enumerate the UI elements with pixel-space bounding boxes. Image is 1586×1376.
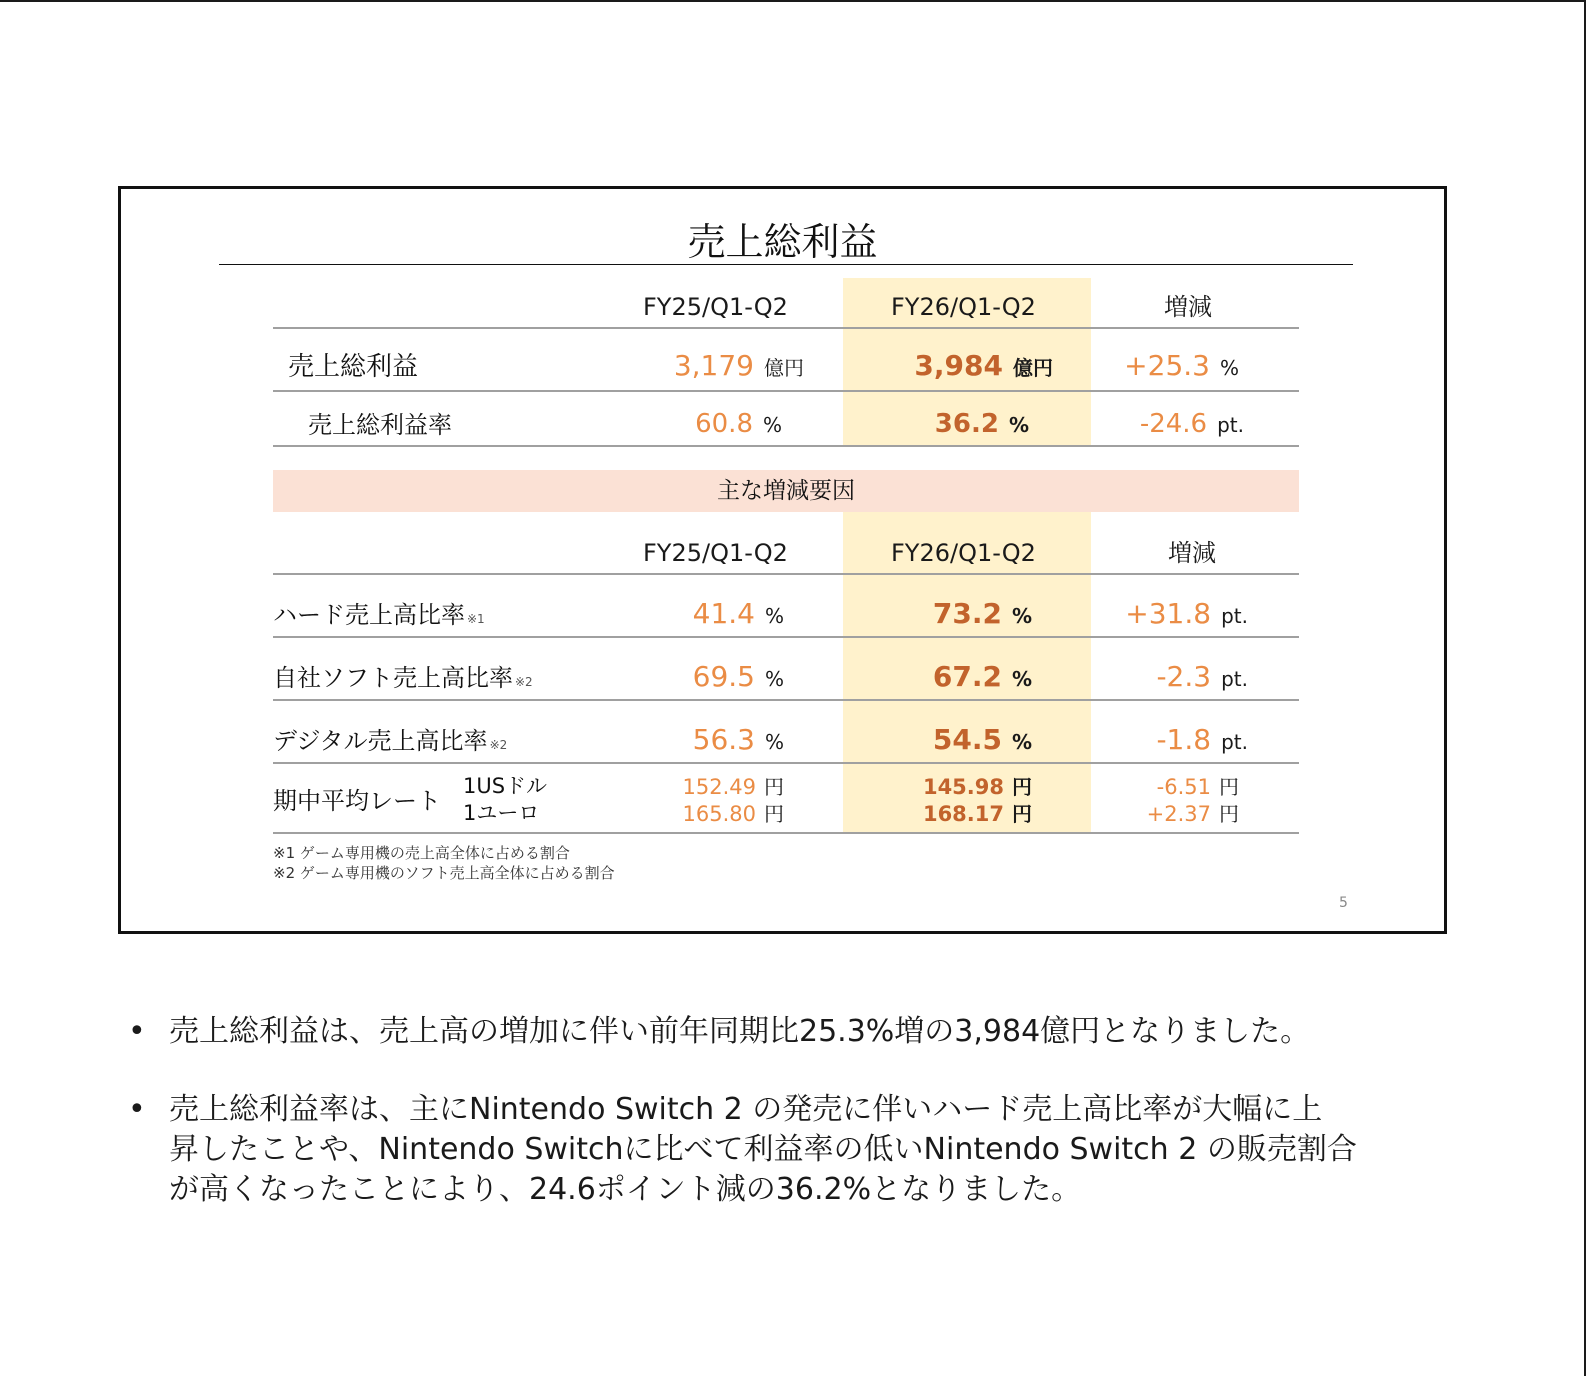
row-label-gross-margin: 売上総利益率 [308,411,452,439]
table-rule [273,699,1299,701]
unit: % [764,667,784,691]
value: -24.6 [1139,409,1208,439]
header-change: 増減 [1164,293,1212,321]
title-rule [219,264,1353,265]
digital-ratio-fy26 [932,723,1032,756]
footnote-mark: ※2 [515,675,533,689]
unit: pt. [1221,667,1248,691]
first-party-software-ratio-change [1156,660,1248,693]
unit: pt. [1221,604,1248,628]
value: 36.2 [934,409,999,439]
gross-profit-change [1124,349,1239,382]
first-party-software-ratio-fy26 [932,660,1032,693]
bullet-line: 売上総利益率は、主にNintendo Switch 2 の発売に伴いハード売上高比率が大幅に上 [169,1092,1323,1127]
fx-label-eur: 1ユーロ [463,801,540,825]
value: -2.3 [1156,660,1212,693]
digital-ratio-change [1156,723,1248,756]
table-rule [273,327,1299,329]
unit: % [762,413,782,437]
bullet-icon: • [128,1014,146,1049]
unit: % [764,604,784,628]
unit: 円 [1219,775,1239,799]
unit: % [764,730,784,754]
value: 67.2 [932,660,1002,693]
label-text: ハード売上高比率 [273,601,465,629]
usd-rate-fy25 [683,777,784,798]
value: 145.98 [922,775,1004,799]
unit: 円 [1012,775,1032,799]
usd-rate-fy26 [923,777,1032,798]
value: +2.37 [1146,802,1211,826]
factor-header-fy25: FY25/Q1-Q2 [643,539,788,567]
unit: 億円 [764,356,804,380]
unit: % [1011,604,1032,628]
first-party-software-ratio-fy25 [692,660,784,693]
value: -1.8 [1156,723,1212,756]
value: 54.5 [932,723,1002,756]
table-rule [273,445,1299,447]
unit: % [1011,667,1032,691]
label-text: 自社ソフト売上高比率 [273,664,513,692]
unit: pt. [1221,730,1248,754]
value: 3,179 [673,349,754,382]
gross-profit-fy26 [914,349,1053,382]
row-label-hardware-ratio [273,603,485,627]
header-fy26: FY26/Q1-Q2 [891,293,1036,321]
bullet-gross-profit [128,1012,1428,1052]
fx-label-usd: 1USドル [463,774,548,798]
table-rule [273,636,1299,638]
page-number: 5 [1339,895,1348,911]
label-text: デジタル売上高比率 [273,727,488,755]
value: 56.3 [692,723,755,756]
hardware-ratio-fy26 [932,597,1032,630]
eur-rate-fy25 [683,804,784,825]
value: 60.8 [695,409,753,439]
row-label-gross-profit: 売上総利益 [288,352,419,382]
table-rule [273,573,1299,575]
bullet-line: が高くなったことにより、24.6ポイント減の36.2%となりました。 [169,1172,1082,1207]
footnote-mark: ※1 [467,612,485,626]
unit: % [1219,356,1239,380]
gross-margin-fy25 [695,411,782,437]
table-rule [273,390,1299,392]
bullet-icon: • [128,1092,146,1127]
value: 69.5 [692,660,755,693]
value: 41.4 [692,597,755,630]
bullet-line: 昇したことや、Nintendo Switchに比べて利益率の低いNintendo Switch 2 の販売割合 [169,1132,1357,1167]
gross-margin-change [1140,411,1244,437]
factor-header-change: 増減 [1168,539,1216,567]
hardware-ratio-fy25 [692,597,784,630]
eur-rate-fy26 [923,804,1032,825]
slide-title: 売上総利益 [687,220,878,264]
bullet-gross-margin [128,1090,1428,1210]
footnote-1: ※1 ゲーム専用機の売上高全体に占める割合 [273,844,570,862]
value: -6.51 [1156,775,1211,799]
gross-margin-fy26 [935,411,1029,437]
footnote-mark: ※2 [489,738,508,752]
unit: pt. [1217,413,1244,437]
factor-header-fy26: FY26/Q1-Q2 [891,539,1036,567]
table-rule [273,762,1299,764]
factor-band: 主な増減要因 [273,470,1299,512]
unit: 円 [1012,802,1032,826]
footnote-2: ※2 ゲーム専用機のソフト売上高全体に占める割合 [273,864,615,882]
unit: % [1011,730,1032,754]
row-label-digital-ratio [273,729,507,753]
gross-profit-fy25 [673,349,804,382]
bullet-line: 売上総利益は、売上高の増加に伴い前年同期比25.3%増の3,984億円となりました。 [169,1014,1311,1049]
digital-ratio-fy25 [692,723,784,756]
value: 165.80 [682,802,756,826]
value: 168.17 [922,802,1004,826]
commentary-bullets [128,1012,1428,1248]
value: 73.2 [932,597,1002,630]
page-edge-top [0,0,1586,2]
unit: 億円 [1013,356,1053,380]
table-rule [273,832,1299,834]
unit: 円 [1219,802,1239,826]
row-label-average-fx-rate: 期中平均レート [273,787,441,815]
value: 3,984 [914,349,1003,382]
row-label-first-party-software-ratio [273,666,533,690]
hardware-ratio-change [1125,597,1248,630]
value: 152.49 [682,775,756,799]
value: +31.8 [1125,597,1212,630]
unit: 円 [764,802,784,826]
usd-rate-change [1157,777,1239,798]
unit: % [1008,413,1029,437]
eur-rate-change [1147,804,1239,825]
slide-frame [118,186,1447,934]
header-fy25: FY25/Q1-Q2 [643,293,788,321]
unit: 円 [764,775,784,799]
value: +25.3 [1124,349,1210,382]
